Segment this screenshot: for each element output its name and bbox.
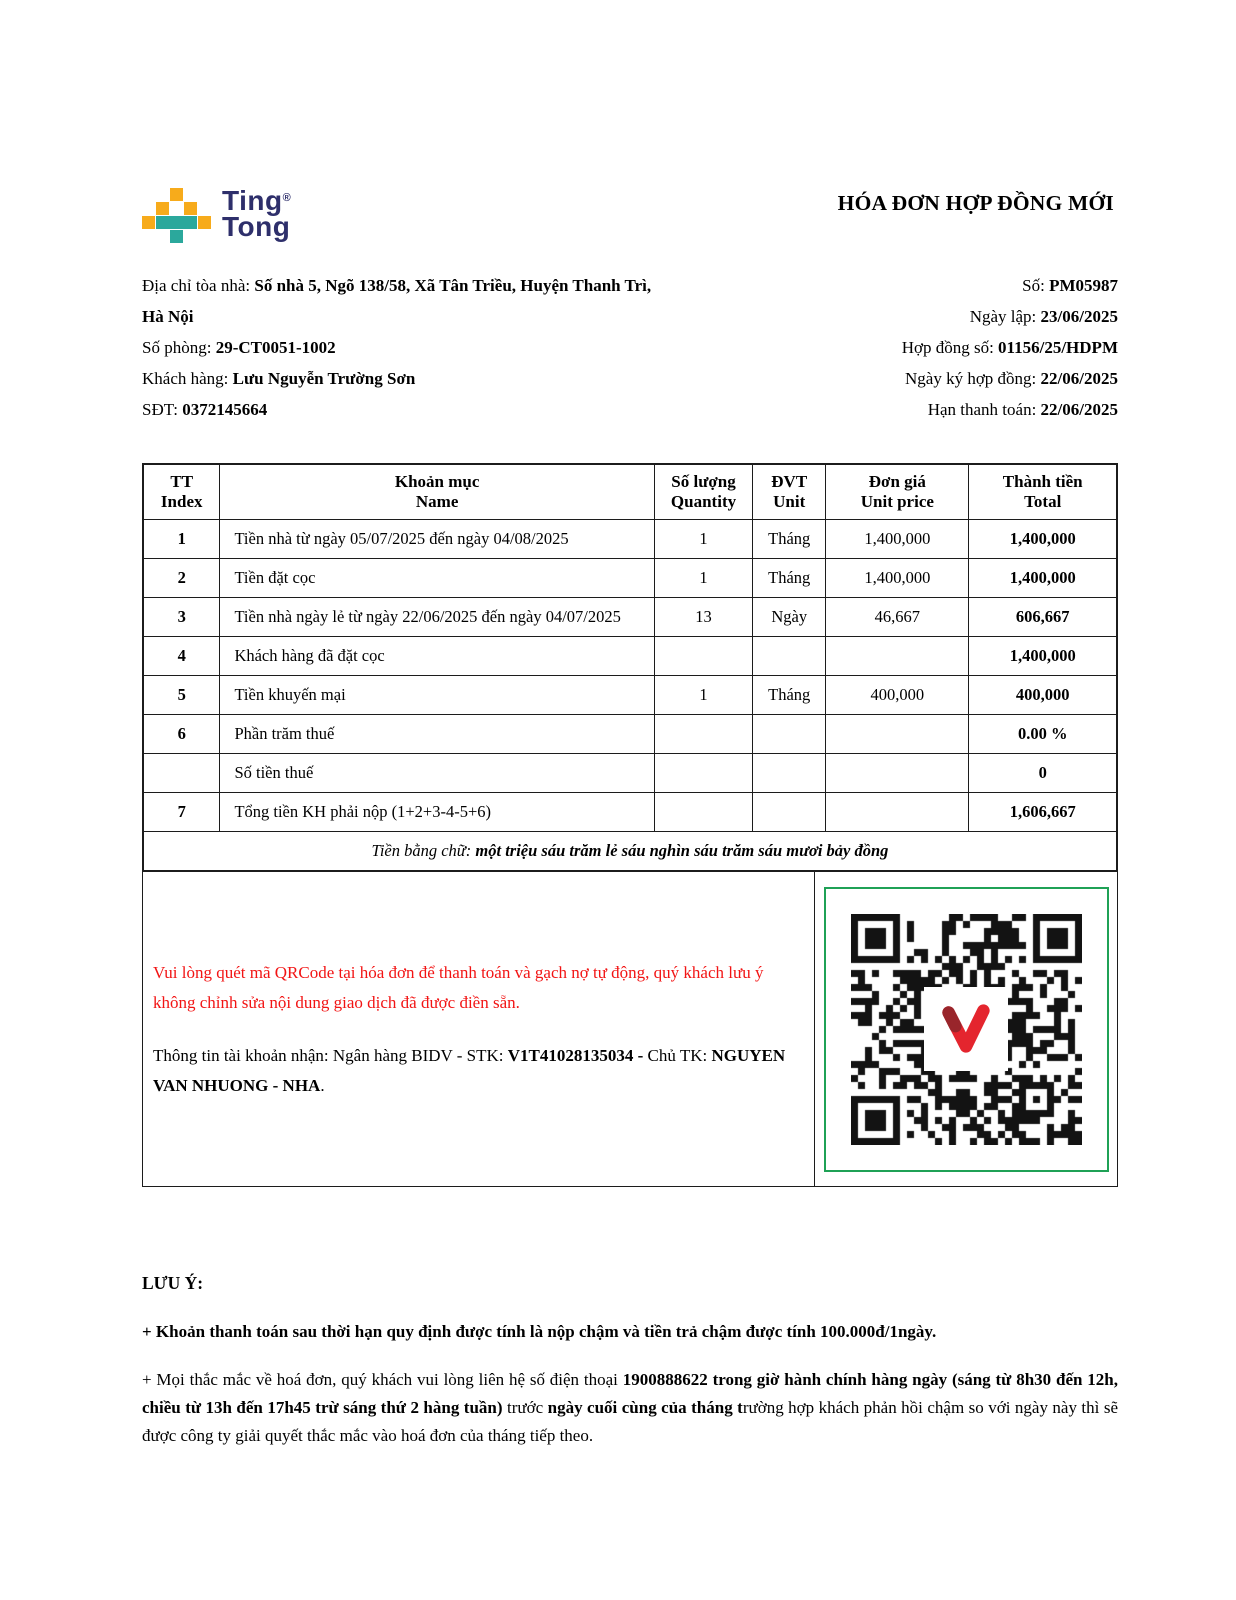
table-row: [143, 559, 1117, 598]
cell-index: 3: [143, 598, 220, 637]
col-header-index: TT Index: [143, 464, 220, 520]
building-address-label: Địa chỉ tòa nhà:: [142, 276, 255, 295]
cell-total: 0.00 %: [969, 715, 1117, 754]
cell-unit-price: [826, 637, 969, 676]
qr-cell: [815, 872, 1117, 1186]
room-number-label: Số phòng:: [142, 338, 216, 357]
table-row: [143, 676, 1117, 715]
invoice-meta: [902, 270, 1118, 425]
note-hotline: + Mọi thắc mắc về hoá đơn, quý khách vui lòng liên hệ số điện thoại 1900888622 trong giờ hành chính hàng ngày (sáng từ 8h30 đến 12h, chiều từ 13h đến 17h45 trừ sáng thứ 2 hàng tuần) trước ngày cuối cùng của tháng trường hợp khách phản hồi chậm so với ngày này thì sẽ được công ty giải quyết thắc mắc vào hoá đơn của tháng tiếp theo.: [142, 1370, 1119, 1445]
cell-name: Tiền đặt cọc: [220, 559, 654, 598]
cell-total: 606,667: [969, 598, 1117, 637]
cell-unit-price: 1,400,000: [826, 559, 969, 598]
cell-unit-price: 1,400,000: [826, 520, 969, 559]
info-section: [142, 270, 1118, 425]
amount-in-words-row: [143, 832, 1117, 872]
cell-unit-price: [826, 754, 969, 793]
amount-in-words: [143, 832, 1117, 872]
info-line-contract-number: [902, 332, 1118, 363]
cell-index: 4: [143, 637, 220, 676]
logo-pixel: [170, 188, 183, 201]
vietqr-v-icon: [924, 987, 1008, 1071]
cell-index: 2: [143, 559, 220, 598]
cell-unit-price: [826, 715, 969, 754]
logo-word-bottom: Tong: [222, 211, 291, 242]
customer-name-value: Lưu Nguyễn Trường Sơn: [232, 369, 416, 388]
cell-quantity: [654, 754, 752, 793]
logo-pixel: [156, 216, 197, 229]
cell-index: 5: [143, 676, 220, 715]
hotline-number: 1900888622 trong giờ hành chính hàng ngày (sáng từ 8h30 đến 12h, chiều từ 13h đến 17h45 trừ sáng thứ 2 hàng tuần): [142, 1370, 1118, 1417]
info-line-customer-name: [142, 363, 677, 394]
tingtong-logo-icon: [142, 188, 211, 243]
cell-name: Khách hàng đã đặt cọc: [220, 637, 654, 676]
registered-mark: ®: [282, 192, 292, 204]
logo-wordmark: [222, 185, 291, 240]
cell-name: Tiền nhà từ ngày 05/07/2025 đến ngày 04/08/2025: [220, 520, 654, 559]
amount-in-words-value: một triệu sáu trăm lẻ sáu nghìn sáu trăm sáu mươi bảy đồng: [475, 841, 889, 860]
cell-unit: Tháng: [753, 559, 826, 598]
cell-quantity: 13: [654, 598, 752, 637]
building-address-value: Số nhà 5, Ngõ 138/58, Xã Tân Triều, Huyện Thanh Trì, Hà Nội: [142, 276, 652, 326]
col-header-total: Thành tiền Total: [969, 464, 1117, 520]
invoice-table: [142, 463, 1118, 872]
header: [142, 185, 1118, 243]
notes-section: [142, 1273, 1118, 1450]
account-holder-label: Chủ TK:: [647, 1045, 712, 1065]
logo-pixel: [170, 230, 183, 243]
info-line-phone: [142, 394, 677, 425]
qr-frame: [824, 887, 1109, 1172]
cell-name: Tiền khuyến mại: [220, 676, 654, 715]
col-header-unit-price: Đơn giá Unit price: [826, 464, 969, 520]
cell-index: 1: [143, 520, 220, 559]
phone-label: SĐT:: [142, 400, 183, 419]
cell-index: 6: [143, 715, 220, 754]
cell-quantity: [654, 793, 752, 832]
table-row: [143, 715, 1117, 754]
cell-name: Tiền nhà ngày lẻ từ ngày 22/06/2025 đến ngày 04/07/2025: [220, 598, 654, 637]
cell-quantity: 1: [654, 676, 752, 715]
logo-word-top: Ting: [222, 185, 283, 216]
info-line-contract-sign-date: [902, 363, 1118, 394]
cell-total: 0: [969, 754, 1117, 793]
issue-date-value: 23/06/2025: [1040, 307, 1118, 326]
contract-number-value: 01156/25/HDPM: [998, 338, 1118, 357]
cell-total: 1,400,000: [969, 559, 1117, 598]
cell-unit-price: [826, 793, 969, 832]
qr-section: [142, 872, 1118, 1187]
qr-warning-text: Vui lòng quét mã QRCode tại hóa đơn để thanh toán và gạch nợ tự động, quý khách lưu ý không chỉnh sửa nội dung giao dịch đã được điền sẵn.: [153, 962, 764, 1012]
info-line-payment-due-date: [902, 394, 1118, 425]
account-number: V1T41028135034 -: [507, 1045, 648, 1065]
cell-unit-price: 46,667: [826, 598, 969, 637]
info-line-room-number: [142, 332, 677, 363]
note-late-payment: + Khoản thanh toán sau thời hạn quy định được tính là nộp chậm và tiền trả chậm được tính 100.000đ/1ngày.: [142, 1322, 937, 1341]
invoice-table-header: [143, 464, 1117, 520]
cell-index: [143, 754, 220, 793]
cell-total: 1,606,667: [969, 793, 1117, 832]
table-row: [143, 793, 1117, 832]
col-header-name: Khoản mục Name: [220, 464, 654, 520]
contract-sign-date-value: 22/06/2025: [1040, 369, 1118, 388]
logo-pixel: [156, 202, 169, 215]
cell-unit: Tháng: [753, 520, 826, 559]
cell-quantity: 1: [654, 559, 752, 598]
logo-pixel: [142, 216, 155, 229]
invoice-number-value: PM05987: [1049, 276, 1118, 295]
logo-pixel: [184, 202, 197, 215]
notes-title: LƯU Ý:: [142, 1273, 204, 1293]
table-row: [143, 598, 1117, 637]
cell-unit: [753, 754, 826, 793]
cell-quantity: 1: [654, 520, 752, 559]
contract-sign-date-label: Ngày ký hợp đồng:: [905, 369, 1041, 388]
amount-in-words-label: Tiền bằng chữ:: [371, 841, 476, 860]
cell-total: 1,400,000: [969, 520, 1117, 559]
cell-quantity: [654, 637, 752, 676]
account-label: Thông tin tài khoản nhận: Ngân hàng BIDV - STK:: [153, 1045, 508, 1065]
payment-due-date-value: 22/06/2025: [1040, 400, 1118, 419]
cell-unit: [753, 715, 826, 754]
bank-account-info: Thông tin tài khoản nhận: Ngân hàng BIDV - STK: V1T41028135034 - Chủ TK: NGUYEN VAN NHUONG - NHA.: [153, 1045, 786, 1095]
cell-unit-price: 400,000: [826, 676, 969, 715]
payment-instructions: [143, 872, 815, 1186]
table-row: [143, 520, 1117, 559]
cell-name: Tổng tiền KH phải nộp (1+2+3-4-5+6): [220, 793, 654, 832]
cell-unit: Ngày: [753, 598, 826, 637]
cell-quantity: [654, 715, 752, 754]
account-holder-name: NGUYEN VAN NHUONG - NHA: [153, 1045, 786, 1095]
contract-number-label: Hợp đồng số:: [901, 338, 999, 357]
info-line-issue-date: [902, 301, 1118, 332]
table-row: [143, 637, 1117, 676]
cell-total: 1,400,000: [969, 637, 1117, 676]
col-header-unit: ĐVT Unit: [753, 464, 826, 520]
phone-value: 0372145664: [182, 400, 268, 419]
cell-unit: [753, 637, 826, 676]
cell-name: Phần trăm thuế: [220, 715, 654, 754]
tingtong-logo: [142, 185, 291, 243]
invoice-number-label: Số:: [1022, 276, 1050, 295]
cell-unit: Tháng: [753, 676, 826, 715]
cell-index: 7: [143, 793, 220, 832]
room-number-value: 29-CT0051-1002: [215, 338, 336, 357]
col-header-quantity: Số lượng Quantity: [654, 464, 752, 520]
info-line-invoice-number: [902, 270, 1118, 301]
cell-total: 400,000: [969, 676, 1117, 715]
cell-unit: [753, 793, 826, 832]
logo-pixel: [198, 216, 211, 229]
payment-due-date-label: Hạn thanh toán:: [927, 400, 1041, 419]
cell-name: Số tiền thuế: [220, 754, 654, 793]
customer-info: [142, 270, 677, 425]
info-line-building-address: [142, 270, 677, 332]
issue-date-label: Ngày lập:: [969, 307, 1041, 326]
customer-name-label: Khách hàng:: [142, 369, 233, 388]
page-title: HÓA ĐƠN HỢP ĐỒNG MỚI: [837, 191, 1114, 215]
table-row: [143, 754, 1117, 793]
